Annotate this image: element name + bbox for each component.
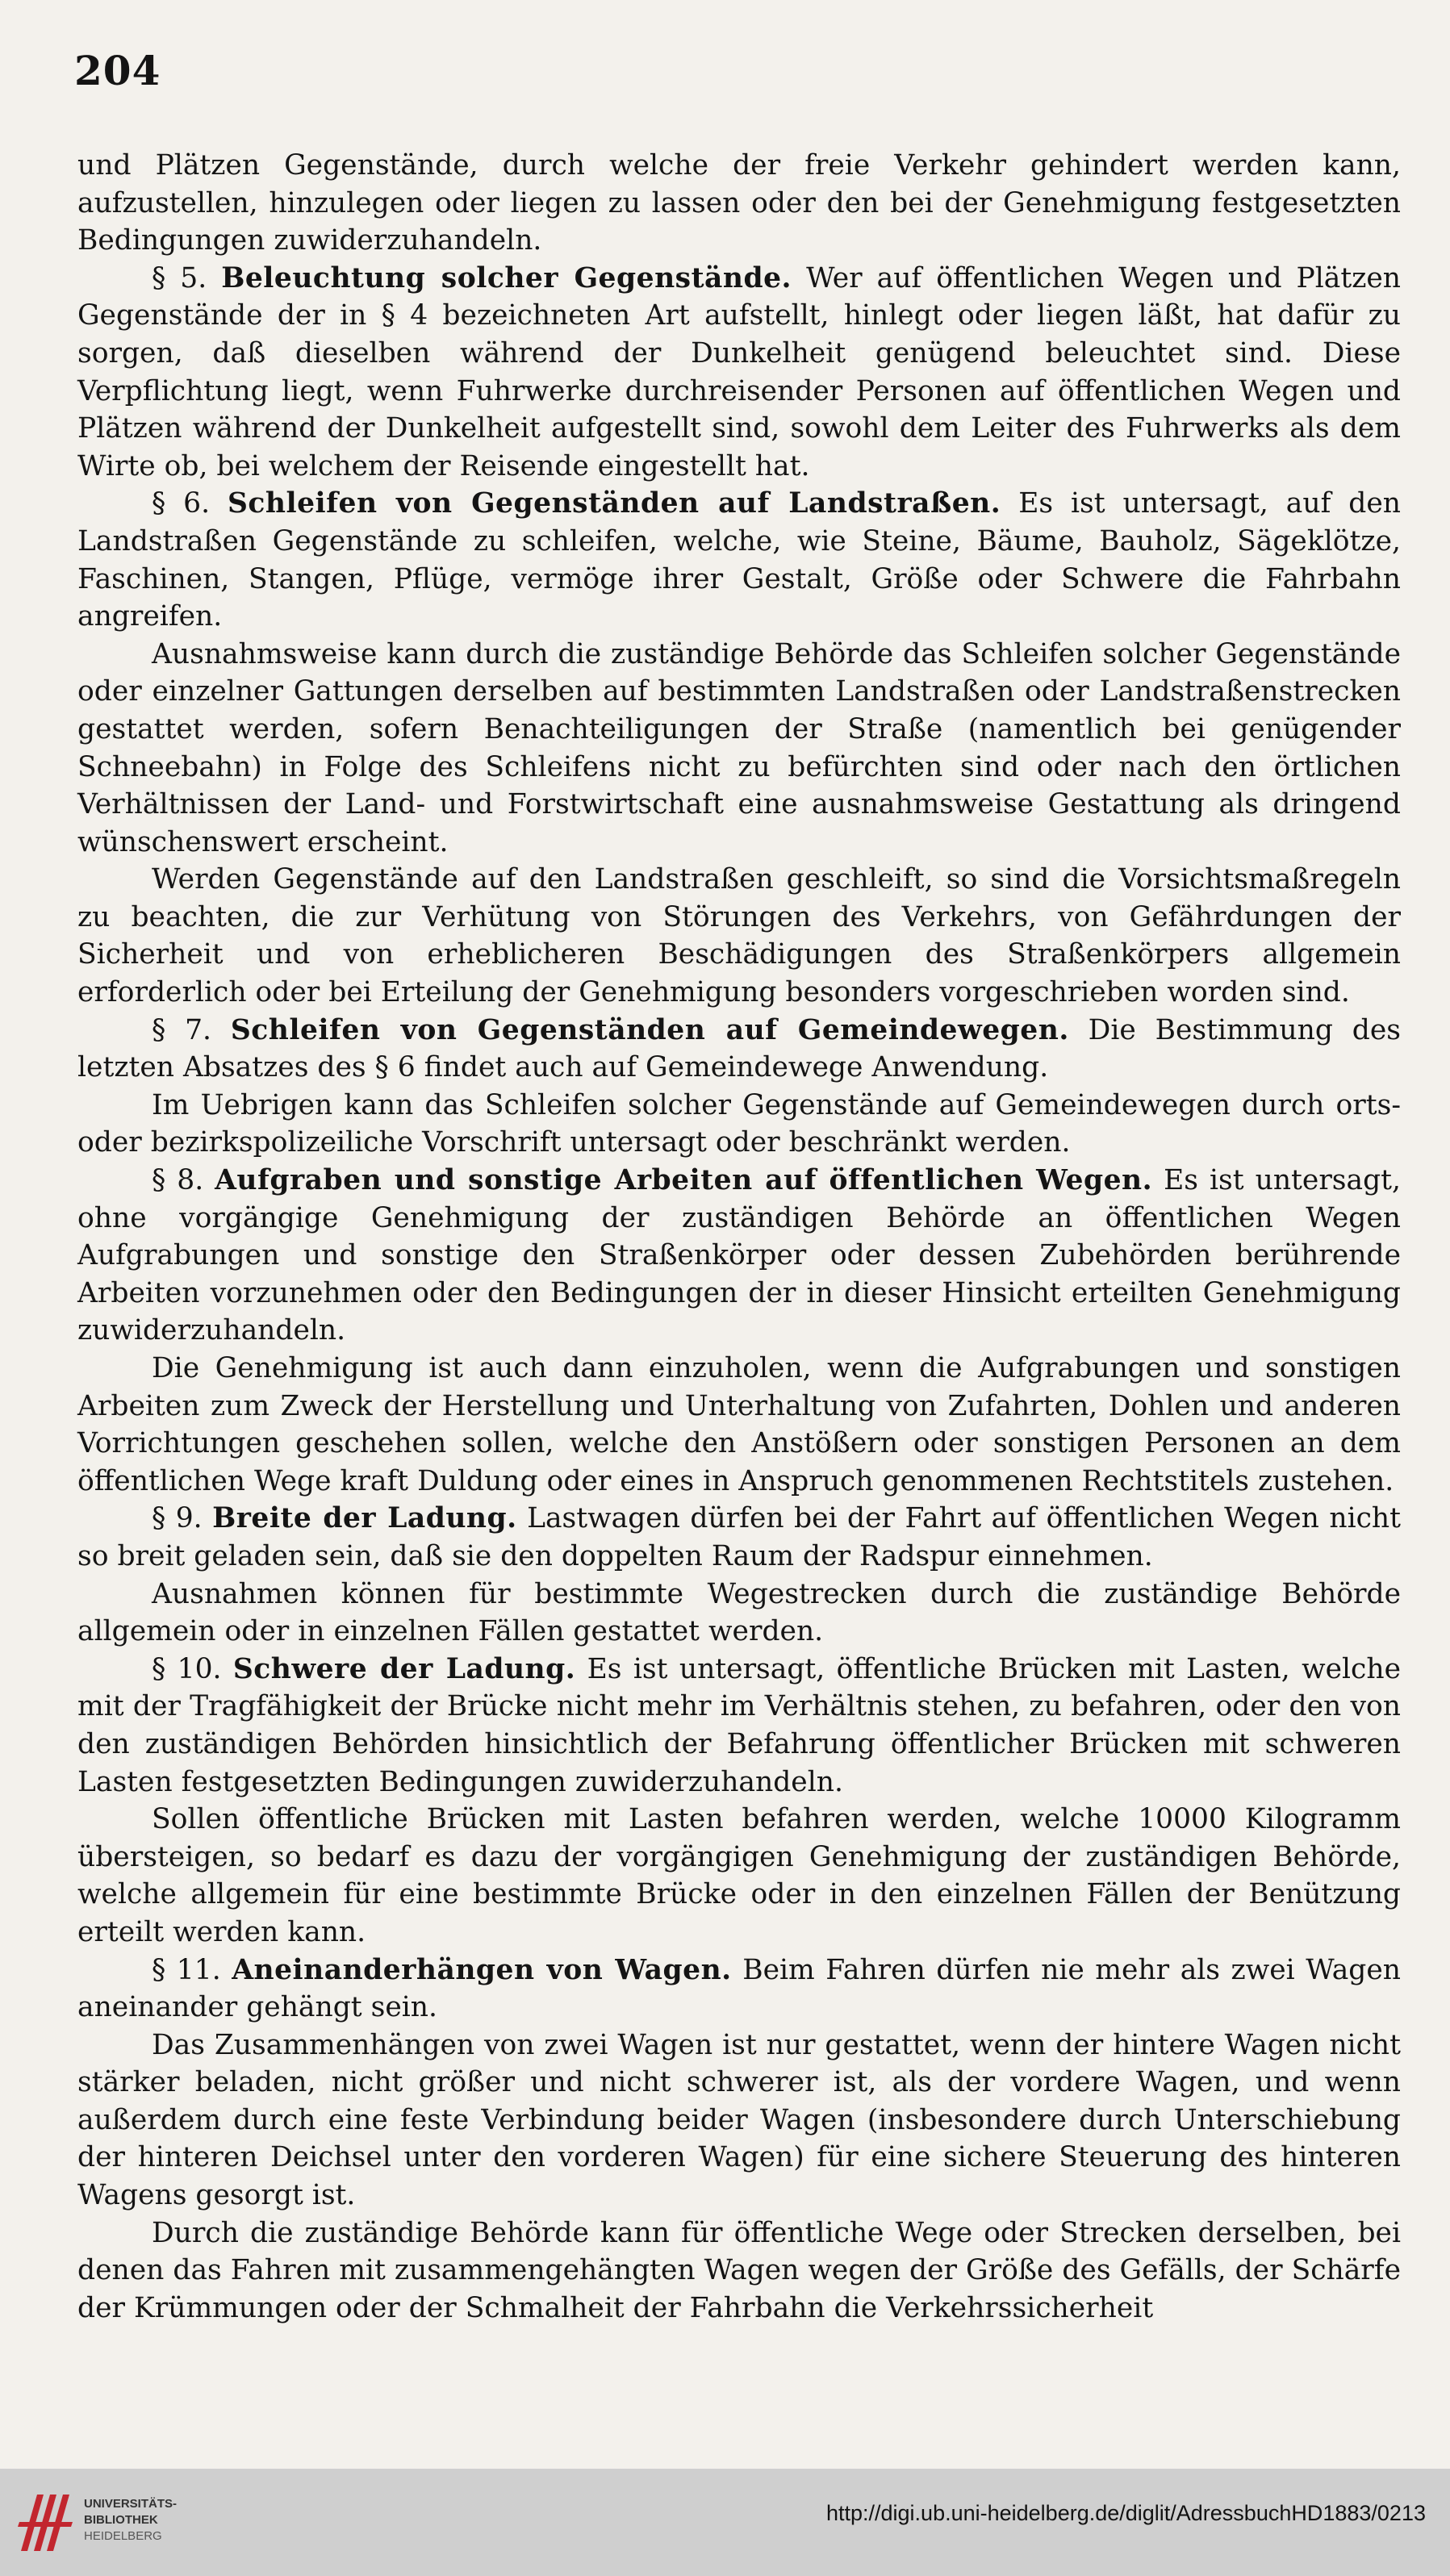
paragraph-body: Sollen öffentliche Brücken mit Lasten befahren werden, welche 10000 Kilogramm übersteigen, so bedarf es dazu der vorgängigen Genehmigung der zuständigen Behörde, welche allgemein für eine bestimmte Brücke oder in den einzelnen Fällen der Benützung erteilt werden kann. bbox=[77, 1803, 1401, 1948]
paragraph bbox=[77, 260, 1401, 486]
library-seal-icon bbox=[16, 2490, 76, 2556]
paragraph-body: Im Uebrigen kann das Schleifen solcher Gegenstände auf Gemeindewegen durch orts- oder bezirkspolizeiliche Vorschrift untersagt oder beschränkt werden. bbox=[77, 1088, 1401, 1159]
paragraph bbox=[77, 1801, 1401, 1951]
section-heading: Aneinanderhängen von Wagen. bbox=[232, 1953, 732, 1986]
section-heading: Aufgraben und sonstige Arbeiten auf öffentlichen Wegen. bbox=[215, 1164, 1153, 1197]
source-url-link[interactable]: http://digi.ub.uni-heidelberg.de/diglit/AdressbuchHD1883/0213 bbox=[825, 2501, 1426, 2525]
paragraph-body: Durch die zuständige Behörde kann für öffentliche Wege oder Strecken derselben, bei denen das Fahren mit zusammengehängten Wagen wegen der Größe des Gefälls, der Schärfe der Krümmungen oder der Schmalheit der Fahrbahn die Verkehrssicherheit bbox=[77, 2216, 1401, 2324]
footer-bar bbox=[0, 2469, 1450, 2576]
paragraph bbox=[77, 1576, 1401, 1651]
section-number: § 10. bbox=[152, 1652, 222, 1685]
paragraph bbox=[77, 147, 1401, 260]
section-heading: Breite der Ladung. bbox=[212, 1502, 517, 1535]
paragraph-body: Ausnahmsweise kann durch die zuständige Behörde das Schleifen solcher Gegenstände oder einzelner Gattungen derselben auf bestimmten Landstraßen oder Landstraßenstrecken gestattet werden, sofern Benachteiligungen der Straße (namentlich bei genügender Schneebahn) in Folge des Schleifens nicht zu befürchten sind oder nach den örtlichen Verhältnissen der Land- und Forstwirtschaft eine ausnahmsweise Gestattung als dringend wünschenswert erscheint. bbox=[77, 637, 1401, 858]
paragraph-body: Die Genehmigung ist auch dann einzuholen, wenn die Aufgrabungen und sonstigen Arbeiten zum Zweck der Herstellung und Unterhaltung von Zufahrten, Dohlen und anderen Vorrichtungen geschehen sollen, welche den Anstößern oder sonstigen Personen an dem öffentlichen Wege kraft Duldung oder eines in Anspruch genommenen Rechtstitels zustehen. bbox=[77, 1352, 1401, 1497]
library-logo-text bbox=[84, 2496, 177, 2545]
logo-line-1: UNIVERSITÄTS- bbox=[84, 2497, 178, 2511]
section-number: § 8. bbox=[152, 1164, 204, 1197]
paragraph-body: Wer auf öffentlichen Wegen und Plätzen Gegenstände der in § 4 bezeichneten Art aufstellt, hinlegt oder liegen läßt, hat dafür zu sorgen, daß dieselben während der Dunkelheit genügend beleuchtet sind. Diese Verpflichtung liegt, wenn Fuhrwerke durchreisender Personen auf öffentlichen Wegen und Plätzen während der Dunkelheit aufgestellt sind, sowohl dem Leiter des Fuhrwerks als dem Wirte ob, bei welchem der Reisende eingestellt hat. bbox=[77, 261, 1402, 482]
paragraph-body: Ausnahmen können für bestimmte Wegestrecken durch die zuständige Behörde allgemein oder in einzelnen Fällen gestattet werden. bbox=[77, 1577, 1401, 1648]
paragraph bbox=[77, 2027, 1401, 2215]
paragraph bbox=[77, 1350, 1401, 1500]
paragraph-body: Werden Gegenstände auf den Landstraßen geschleift, so sind die Vorsichtsmaßregeln zu beachten, die zur Verhütung von Störungen des Verkehrs, von Gefährdungen der Sicherheit und von erheblicheren Beschädigungen des Straßenkörpers allgemein erforderlich oder bei Erteilung der Genehmigung besonders vorgeschrieben worden sind. bbox=[77, 863, 1401, 1009]
paragraph-body: Das Zusammenhängen von zwei Wagen ist nur gestattet, wenn der hintere Wagen nicht stärker beladen, nicht größer und nicht schwerer ist, als der vordere Wagen, und wenn außerdem durch eine feste Verbindung beider Wagen (insbesondere durch Unterschiebung der hinteren Deichsel unter den vorderen Wagen) für eine sichere Steuerung des hinteren Wagens gesorgt ist. bbox=[77, 2028, 1401, 2212]
section-number: § 7. bbox=[152, 1013, 212, 1046]
section-heading: Schwere der Ladung. bbox=[232, 1652, 576, 1685]
paragraph bbox=[77, 1012, 1401, 1087]
paragraph bbox=[77, 1500, 1401, 1575]
page-text bbox=[77, 147, 1401, 2327]
logo-line-2: BIBLIOTHEK bbox=[84, 2513, 158, 2527]
section-heading: Schleifen von Gegenständen auf Landstraßen. bbox=[228, 487, 1001, 520]
logo-line-3: HEIDELBERG bbox=[84, 2529, 162, 2543]
paragraph bbox=[77, 1651, 1401, 1801]
section-heading: Schleifen von Gegenständen auf Gemeindewegen. bbox=[230, 1013, 1069, 1046]
section-heading: Beleuchtung solcher Gegenstände. bbox=[221, 261, 792, 294]
library-logo[interactable] bbox=[16, 2486, 194, 2559]
paragraph-body: Es ist untersagt, ohne vorgängige Genehmigung der zuständigen Behörde an öffentlichen Wegen Aufgrabungen und sonstige den Straßenkörper oder dessen Zubehörden berührende Arbeiten vorzunehmen oder den Bedingungen der in dieser Hinsicht erteilten Genehmigung zuwiderzuhandeln. bbox=[77, 1164, 1401, 1347]
paragraph bbox=[77, 1952, 1401, 2027]
paragraph-body: Es ist untersagt, öffentliche Brücken mit Lasten, welche mit der Tragfähigkeit der Brücke nicht mehr im Verhältnis stehen, zu befahren, oder den von den zuständigen Behörden hinsichtlich der Befahrung öffentlicher Brücken mit schweren Lasten festgesetzten Bedingungen zuwiderzuhandeln. bbox=[77, 1652, 1402, 1798]
section-number: § 5. bbox=[152, 261, 207, 294]
paragraph-body: Es ist untersagt, auf den Landstraßen Gegenstände zu schleifen, welche, wie Steine, Bäume, Bauholz, Sägeklötze, Faschinen, Stangen, Pflüge, vermöge ihrer Gestalt, Größe oder Schwere die Fahrbahn angreifen. bbox=[77, 487, 1401, 633]
paragraph bbox=[77, 485, 1401, 635]
section-number: § 11. bbox=[152, 1953, 221, 1986]
paragraph-body: Lastwagen dürfen bei der Fahrt auf öffentlichen Wegen nicht so breit geladen sein, daß sie den doppelten Raum der Radspur einnehmen. bbox=[77, 1502, 1402, 1572]
section-number: § 6. bbox=[152, 487, 211, 520]
paragraph bbox=[77, 1087, 1401, 1162]
paragraph bbox=[77, 636, 1401, 862]
paragraph-body: Beim Fahren dürfen nie mehr als zwei Wagen aneinander gehängt sein. bbox=[77, 1953, 1401, 2024]
page-number: 204 bbox=[74, 47, 161, 94]
paragraph-body: Die Bestimmung des letzten Absatzes des § 6 findet auch auf Gemeindewege Anwendung. bbox=[77, 1013, 1401, 1084]
section-number: § 9. bbox=[152, 1502, 203, 1535]
paragraph bbox=[77, 2215, 1401, 2328]
paragraph-body: und Plätzen Gegenstände, durch welche der freie Verkehr gehindert werden kann, aufzustellen, hinzulegen oder liegen zu lassen oder den bei der Genehmigung festgesetzten Bedingungen zuwiderzuhandeln. bbox=[77, 149, 1401, 257]
paragraph bbox=[77, 1162, 1401, 1350]
paragraph bbox=[77, 861, 1401, 1011]
